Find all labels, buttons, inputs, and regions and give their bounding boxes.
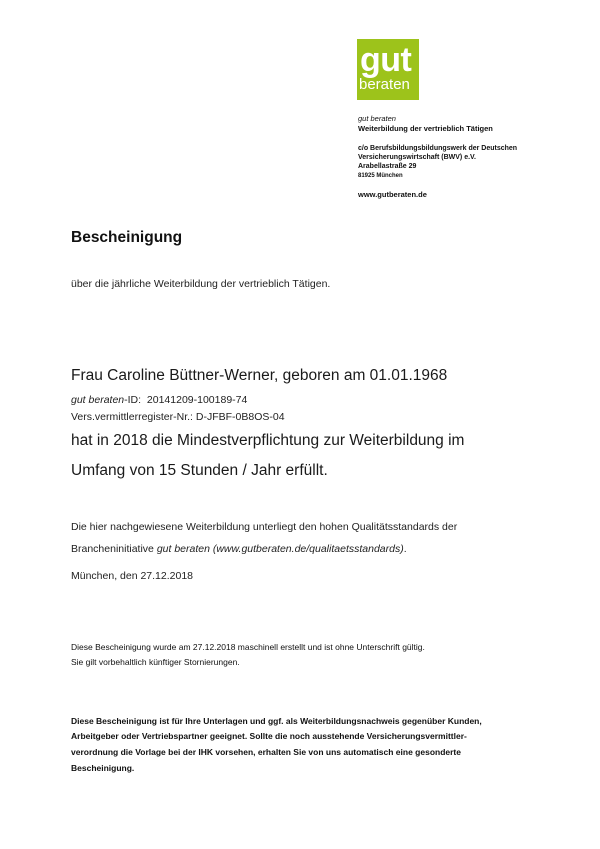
person-line: Frau Caroline Büttner-Werner, geboren am 01.01.1968 [71,367,448,384]
logo-word-gut: gut [360,41,412,79]
id-label-italic: gut beraten [71,394,125,406]
final-paragraph-line-3: verordnung die Vorlage bei der IHK vorsehen, erhalten Sie von uns automatisch eine gesonderte [71,747,461,757]
gut-beraten-logo [357,39,419,100]
sender-address-line-3: Arabellastraße 29 [358,163,417,170]
register-label: Vers.vermittlerregister-Nr.: [71,411,193,423]
gut-beraten-id-line [71,394,247,406]
statement-line-2: Umfang von 15 Stunden / Jahr erfüllt. [71,462,328,479]
sender-website: www.gutberaten.de [358,190,427,199]
document-subtitle: über die jährliche Weiterbildung der vertrieblich Tätigen. [71,278,331,290]
sender-address-line-4: 81925 München [358,173,403,179]
register-line [71,411,285,423]
quality-link-text: gut beraten (www.gutberaten.de/qualitaetsstandards) [156,543,404,555]
sender-address-line-1: c/o Berufsbildungsbildungswerk der Deutschen [358,145,518,152]
place-date: München, den 27.12.2018 [71,570,194,582]
final-paragraph-line-1: Diese Bescheinigung ist für Ihre Unterlagen und ggf. als Weiterbildungsnachweis gegenüber Kunden, [71,716,482,726]
machine-note-line-1: Diese Bescheinigung wurde am 27.12.2018 maschinell erstellt und ist ohne Unterschrift gültig. [71,642,425,652]
final-paragraph-line-2: Arbeitgeber oder Vertriebspartner geeignet. Sollte die noch ausstehende Versicherungsvermittler- [71,731,467,741]
document-title: Bescheinigung [71,229,183,246]
sender-address-line-2: Versicherungswirtschaft (BWV) e.V. [358,154,476,161]
quality-line-2-end: . [403,543,407,555]
quality-line-1: Die hier nachgewiesene Weiterbildung unterliegt den hohen Qualitätsstandards der [71,521,458,533]
logo-word-beraten: beraten [359,76,410,93]
quality-line-2-start: Brancheninitiative [71,543,157,555]
id-label-rest: -ID: [124,394,142,406]
machine-note-line-2: Sie gilt vorbehaltlich künftiger Stornierungen. [71,657,240,667]
id-value: 20141209-100189-74 [146,394,248,406]
quality-line-2 [71,543,407,555]
statement-line-1: hat in 2018 die Mindestverpflichtung zur Weiterbildung im [71,432,465,449]
sender-org-italic: gut beraten [358,114,396,123]
register-value: D-JFBF-0B8OS-04 [195,411,285,423]
sender-org-name: Weiterbildung der vertrieblich Tätigen [358,124,493,133]
final-paragraph-line-4: Bescheinigung. [71,763,135,773]
